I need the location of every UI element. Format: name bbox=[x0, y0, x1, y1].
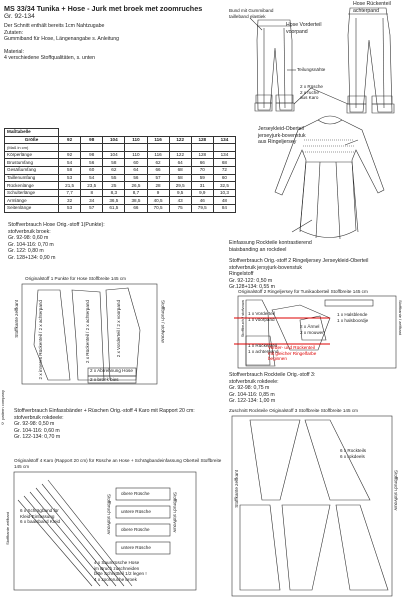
karo-bruch: Stoffbruch stofvouw bbox=[106, 494, 112, 535]
label-teilungsnaehte: Teilungsnähte bbox=[297, 67, 326, 72]
karo-ruesche-2: untere Rüsche bbox=[121, 509, 151, 514]
table-cell: 58 bbox=[169, 174, 191, 182]
row-label: Armlänge bbox=[5, 197, 59, 205]
table-cell: 55 bbox=[103, 174, 125, 182]
karo-bottom-notes: 4 x Saumrüsche Hose im Bruch zuschneiden bitte Schnittteil 1/2 legen ! 4 x zoomruche broek bbox=[94, 560, 147, 583]
table-cell: 38,5 bbox=[125, 197, 147, 205]
hose-consumption: Stoffverbrauch Hose Orig.-stoff 1(Punkte): stofverbruik broek: Gr. 92-98: 0,60 m Gr. 104-116: 0,70 m Gr. 122: 0,80 m Gr. 128+134: 0,90 m bbox=[8, 222, 105, 261]
table-title: Maßtabelle bbox=[5, 129, 59, 137]
hose-piece-inner-back: 2 x inneres Rückenteil / 2 x achterpand bbox=[38, 300, 43, 380]
table-cell: 36,5 bbox=[103, 197, 125, 205]
table-cell: 34 bbox=[81, 197, 103, 205]
table-cell: 64 bbox=[169, 159, 191, 167]
oberteil-piece-back: 1 x Rückenteil 1 x achterpand bbox=[248, 343, 279, 354]
oberteil-consumption: Stoffverbrauch Orig.-stoff 2 Ringeljersey Jerseykleid-Oberteil stofverbruik jersyjurk-bovenstuk Ringelstoff Gr. 92-122: 0,50 m Gr.128+134: 0,55 m bbox=[229, 258, 369, 290]
table-cell: 84 bbox=[213, 204, 235, 212]
rock-pieces: 6 x Rockteils 6 x rokdeels bbox=[340, 448, 367, 459]
size-label: Größe bbox=[5, 136, 59, 144]
table-cell: 58 bbox=[103, 159, 125, 167]
table-cell: 92 bbox=[59, 151, 81, 159]
table-cell: 66 bbox=[125, 204, 147, 212]
karo-bruch-right: Stoffbruch stofvouw bbox=[172, 492, 178, 533]
table-cell: 43 bbox=[169, 197, 191, 205]
table-cell: 9 bbox=[147, 189, 169, 197]
hose-piece-back: 2 x Rückenteil / 2 x achterpand bbox=[85, 300, 90, 364]
table-cell: 60 bbox=[81, 166, 103, 174]
note-line: Gummiband für Hose, Längenangabe s. Anleitung bbox=[4, 36, 120, 43]
table-cell: 54 bbox=[81, 174, 103, 182]
oberteil-bruch: Stoffbruch / stofvouw bbox=[240, 300, 245, 338]
table-cell: 116 bbox=[147, 151, 169, 159]
unit-note: (Maß in cm) bbox=[5, 144, 59, 152]
table-cell: 32,5 bbox=[213, 182, 235, 190]
karo-ruesche-1: obere Rüsche bbox=[121, 491, 150, 496]
oberteil-piece-front: 1 x Vorderteil 1 x voorpand bbox=[248, 311, 275, 322]
table-cell: 68 bbox=[213, 159, 235, 167]
karo-ruesche-3: obere Rüsche bbox=[121, 527, 150, 532]
oberteil-piece-halsblende: 1 x Halsblende 1 x halsboordje bbox=[337, 312, 369, 323]
label-rueschen: 2 x Rüsche 2 x ruche aus Karo bbox=[300, 84, 323, 101]
karo-ruesche-4: untere Rüsche bbox=[121, 545, 151, 550]
table-cell: 60 bbox=[125, 159, 147, 167]
rock-kante: Stoffkante zelfkant bbox=[234, 470, 239, 508]
table-cell: 59 bbox=[191, 174, 213, 182]
row-label: Körperlänge bbox=[5, 151, 59, 159]
label-hose-vorderteil: Hose Vorderteil voorpand bbox=[286, 22, 322, 35]
table-cell: 46 bbox=[191, 197, 213, 205]
table-cell: 8,3 bbox=[103, 189, 125, 197]
table-cell: 72 bbox=[213, 166, 235, 174]
table-cell: 21,5 bbox=[59, 182, 81, 190]
rock-width-note: Zuschnitt Rockteile Originalstoff 3 Stoffbreite Stoffbreite 145 cm bbox=[229, 408, 358, 413]
note-line: Zutaten: bbox=[4, 29, 24, 36]
hose-piece-front: 2 x Vorderteil / 2 x voorpand bbox=[116, 300, 121, 358]
oberteil-width-note: Originalstoff 2 Ringeljersey für Tunikaoberteil Stoffbreite 145 cm bbox=[238, 289, 368, 294]
table-cell: 9,9 bbox=[191, 189, 213, 197]
note-line: Material: bbox=[4, 48, 24, 55]
table-cell: 66 bbox=[147, 166, 169, 174]
oberteil-red-note: Vorder- und Rückenteil mit gleicher Ringelfarbe beginnen bbox=[268, 345, 317, 362]
table-cell: 79,5 bbox=[191, 204, 213, 212]
note-line: 4 verschiedene Stoffqualitäten, s. unten bbox=[4, 55, 96, 62]
label-hose-rueckenteil: Hose Rückenteil achterpand bbox=[353, 1, 391, 14]
table-cell: 9,5 bbox=[169, 189, 191, 197]
table-cell: 64 bbox=[125, 166, 147, 174]
table-cell: 66 bbox=[191, 159, 213, 167]
table-cell: 25 bbox=[103, 182, 125, 190]
table-cell: 56 bbox=[125, 174, 147, 182]
table-cell: 40,5 bbox=[147, 197, 169, 205]
table-cell: 70,5 bbox=[147, 204, 169, 212]
table-cell: 62 bbox=[147, 159, 169, 167]
size-range: Gr. 92-134 bbox=[4, 13, 35, 20]
size-table: Maßtabelle Größe 92 98 104 110 116 122 128 134 (Maß in cm) Körperlänge 92 98 104 110 116 122 128 134 Brustumfang 54 56 58 60 62 64 66 68 Gesäßumfang 58 60 62 64 66 68 70 72 Taillenumfang 53 54 55 56 57 58 59 60 Rückenlänge 21,5 23,5 25 26,5 28 29,5 31 32,5 Schulterlänge 7,7 8 8,3 8,7 9 9,5 9,9 10,3 Armlänge 32 34 36,5 38,5 40,5 43 46 48 Seitenlänge 53 57 61,5 66 70,5 75 79,5 84 bbox=[4, 128, 236, 213]
table-cell: 57 bbox=[147, 174, 169, 182]
karo-width-note: Originalstoff 4 Karo (Rapport 20 cm) für Rüsche an Hose + Schrägbandeinfassung Oberteil Stoffbreite 145 cm bbox=[14, 458, 222, 469]
rock-bruch: Stoffbruch stofvouw bbox=[393, 470, 399, 511]
label-jerseykleid: Jerseykleid-Oberteil jerseyjurk-bovenstuk aus Ringeljersey bbox=[258, 126, 306, 145]
hose-kante: Stoffkante zelfkant bbox=[14, 300, 19, 338]
table-cell: 70 bbox=[191, 166, 213, 174]
table-cell: 110 bbox=[125, 151, 147, 159]
table-cell: 31 bbox=[191, 182, 213, 190]
oberteil-kante: Stoffkante / zelfkant bbox=[398, 300, 403, 336]
table-cell: 8,7 bbox=[125, 189, 147, 197]
row-label: Rückenlänge bbox=[5, 182, 59, 190]
table-cell: 98 bbox=[81, 151, 103, 159]
table-cell: 53 bbox=[59, 204, 81, 212]
row-label: Taillenumfang bbox=[5, 174, 59, 182]
row-label: Schulterlänge bbox=[5, 189, 59, 197]
table-cell: 32 bbox=[59, 197, 81, 205]
table-cell: 56 bbox=[81, 159, 103, 167]
table-cell: 58 bbox=[59, 166, 81, 174]
table-cell: 53 bbox=[59, 174, 81, 182]
hose-width-note: Originalstoff 1 Punkte für Hose Stoffbreite 145 cm bbox=[25, 276, 126, 281]
copyright: © pattern company bbox=[0, 390, 5, 426]
table-cell: 68 bbox=[169, 166, 191, 174]
page-title: MS 33/34 Tunika + Hose - Jurk met broek met zoomruches bbox=[4, 4, 203, 13]
row-label: Gesäßumfang bbox=[5, 166, 59, 174]
table-cell: 8 bbox=[81, 189, 103, 197]
oberteil-piece-sleeves: 2 x Ärmel 2 x mouwen bbox=[300, 324, 325, 335]
karo-kante: Stoffkante zelfkant bbox=[5, 512, 10, 545]
table-cell: 134 bbox=[213, 151, 235, 159]
note-line: Der Schnitt enthält bereits 1cm Nahtzugabe bbox=[4, 23, 105, 30]
table-cell: 7,7 bbox=[59, 189, 81, 197]
table-cell: 48 bbox=[213, 197, 235, 205]
table-cell: 122 bbox=[169, 151, 191, 159]
table-cell: 57 bbox=[81, 204, 103, 212]
hose-piece-abtrennung: 2 x Abtrehnung Hose bbox=[90, 368, 133, 373]
row-label: Brustumfang bbox=[5, 159, 59, 167]
table-cell: 62 bbox=[103, 166, 125, 174]
table-cell: 75 bbox=[169, 204, 191, 212]
table-cell: 23,5 bbox=[81, 182, 103, 190]
table-cell: 61,5 bbox=[103, 204, 125, 212]
karo-schraegband: 6 x Schrägband für Kleid-Einfassung 6 x baaisband Kleid bbox=[20, 508, 61, 525]
row-label: Seitenlänge bbox=[5, 204, 59, 212]
table-cell: 10,3 bbox=[213, 189, 235, 197]
table-cell: 28 bbox=[147, 182, 169, 190]
karo-consumption: Stoffverbrauch Einfassbänder + Rüschen Orig.-stoff 4 Karo mit Rapport 20 cm: stofverbruik rokdeele: Gr. 92-98: 0,50 m Gr. 104-116: 0,60 m Gr. 122-134: 0,70 m bbox=[14, 408, 195, 440]
table-cell: 128 bbox=[191, 151, 213, 159]
table-cell: 54 bbox=[59, 159, 81, 167]
table-cell: 26,5 bbox=[125, 182, 147, 190]
hose-bruch: Stoffbruch / stofvouw bbox=[160, 300, 166, 343]
table-cell: 60 bbox=[213, 174, 235, 182]
table-cell: 29,5 bbox=[169, 182, 191, 190]
rock-consumption: Stoffverbrauch Rockteile Orig.-stoff 3: stofverbruik rokdeele: Gr. 92-98: 0,75 m Gr. 104-116: 0,85 m Gr. 122-134: 1,00 m bbox=[229, 372, 316, 404]
label-einfassung: Einfassung Rockteile kontrastierend biaisbanding an rockdeel bbox=[229, 240, 312, 253]
hose-piece-bies: 2 x broek bies bbox=[90, 377, 119, 382]
table-cell: 104 bbox=[103, 151, 125, 159]
label-bund: Bund mit Gummiband tailleband elastiek bbox=[229, 8, 274, 19]
